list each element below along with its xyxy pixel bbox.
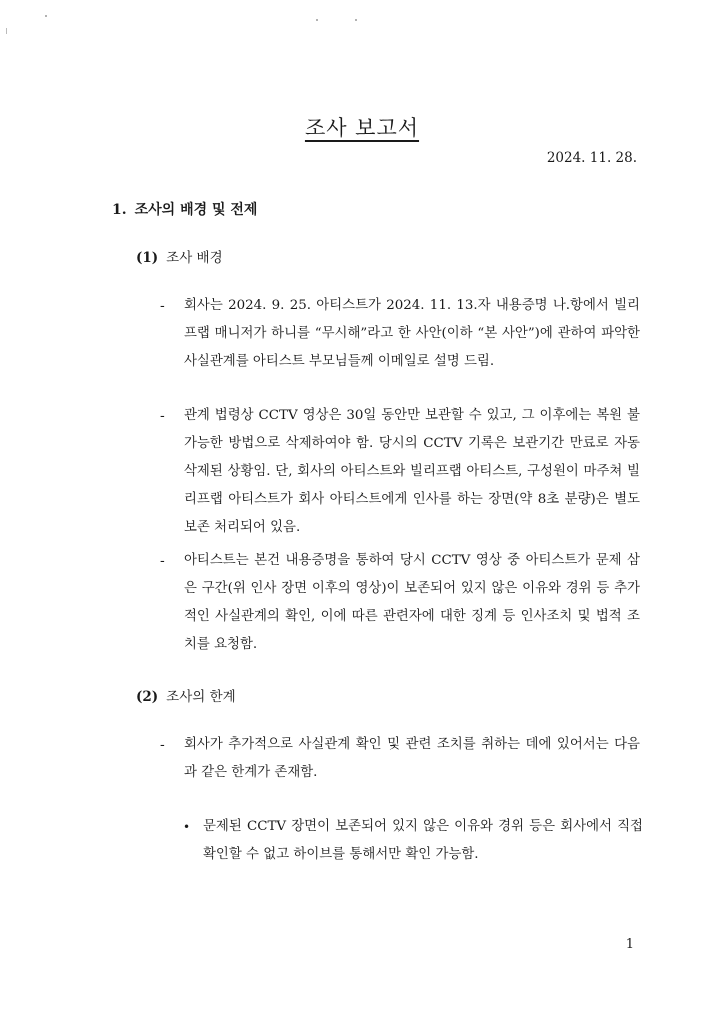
dash-marker: - [160, 553, 165, 569]
bullet-item [160, 402, 640, 542]
section-1-title: 조사의 배경 및 전제 [134, 202, 258, 218]
bullet-item [160, 292, 640, 376]
dot-marker: • [183, 820, 191, 834]
sub-bullet-text: 문제된 CCTV 장면이 보존되어 있지 않은 이유와 경위 등은 회사에서 직접 확인할 수 없고 하이브를 통해서만 확인 가능함. [203, 819, 643, 862]
bullet-text: 회사는 2024. 9. 25. 아티스트가 2024. 11. 13.자 내용증명 나.항에서 빌리프랩 매니저가 하니를 “무시해”라고 한 사안(이하 “본 사안”)에 관하여 파악한 사실관계를 아티스트 부모님들께 이메일로 설명 드림. [184, 298, 640, 369]
page-number: 1 [625, 937, 634, 952]
subsection-2-heading [136, 685, 236, 705]
subsection-1-number: (1) [136, 250, 159, 266]
scan-speck [316, 19, 318, 21]
scan-speck [45, 15, 47, 17]
sub-bullet-item [183, 813, 643, 869]
document-title [0, 112, 724, 142]
document-title-text: 조사 보고서 [304, 116, 420, 140]
section-1-heading [112, 199, 257, 219]
bullet-text: 아티스트는 본건 내용증명을 통하여 당시 CCTV 영상 중 아티스트가 문제 삼은 구간(위 인사 장면 이후의 영상)이 보존되어 있지 않은 이유와 경위 등 추가적인 사실관계의 확인, 이에 따른 관련자에 대한 징계 등 인사조치 및 법적 조치를 요청함. [184, 553, 640, 652]
bullet-item [160, 547, 640, 659]
scan-speck [355, 19, 357, 21]
dash-marker: - [160, 298, 165, 314]
bullet-item [160, 731, 640, 787]
subsection-2-title: 조사의 한계 [166, 689, 236, 705]
scan-edge-mark [6, 28, 7, 34]
dash-marker: - [160, 737, 165, 753]
bullet-text: 관계 법령상 CCTV 영상은 30일 동안만 보관할 수 있고, 그 이후에는 복원 불가능한 방법으로 삭제하여야 함. 당시의 CCTV 기록은 보관기간 만료로 자동 삭제된 상황임. 단, 회사의 아티스트와 빌리프랩 아티스트, 구성원이 마주쳐 빌리프랩 아티스트가 회사 아티스트에게 인사를 하는 장면(약 8초 분량)은 별도 보존 처리되어 있음. [184, 408, 640, 535]
dash-marker: - [160, 408, 165, 424]
subsection-1-heading [136, 246, 223, 266]
subsection-2-number: (2) [136, 689, 159, 705]
subsection-1-title: 조사 배경 [166, 250, 223, 266]
section-1-number: 1. [112, 202, 127, 218]
document-date: 2024. 11. 28. [546, 150, 637, 166]
bullet-text: 회사가 추가적으로 사실관계 확인 및 관련 조치를 취하는 데에 있어서는 다음과 같은 한계가 존재함. [184, 737, 640, 780]
